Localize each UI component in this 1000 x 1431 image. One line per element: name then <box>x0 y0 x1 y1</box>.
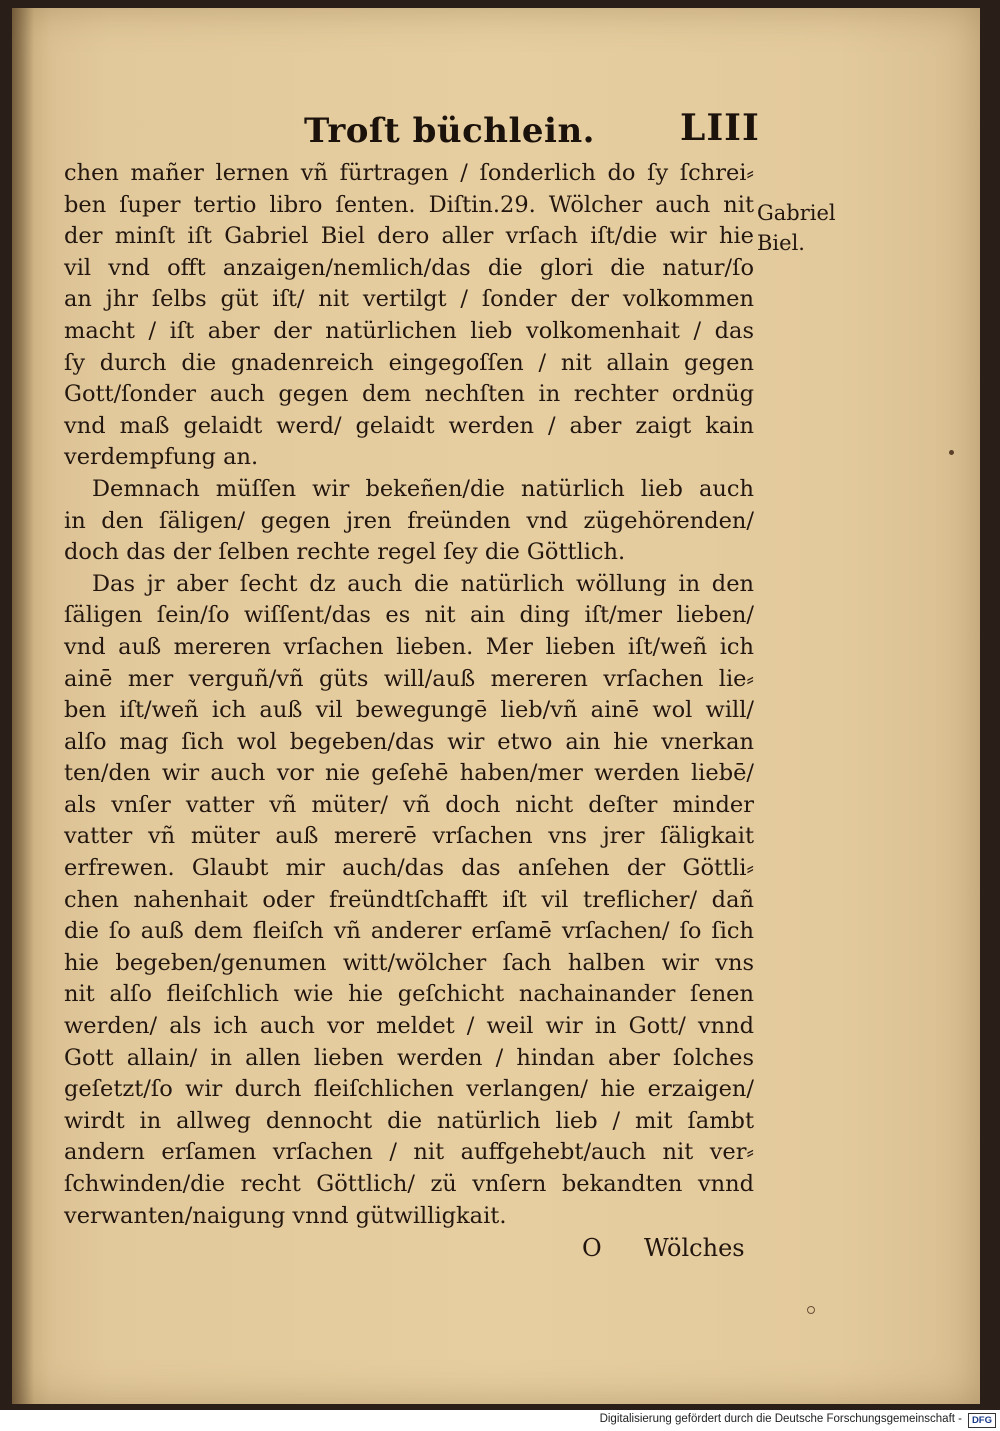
margin-note-line: Biel. <box>757 231 805 255</box>
text-line: Das jr aber ſecht dz auch die natürlich wöllung in den <box>92 570 754 597</box>
signature-mark: O <box>582 1234 602 1262</box>
text-line: alſo mag ſich wol begeben/das wir etwo ain hie vnerkan <box>64 728 754 755</box>
text-line: ben ſuper tertio libro ſenten. Diſtin.29. Wölcher auch nit <box>64 191 754 218</box>
text-line: wirdt in allweg dennocht die natürlich lieb / mit ſambt <box>64 1107 754 1134</box>
text-line: vatter vñ müter auß mererē vrſachen vns jrer ſäligkait <box>64 823 754 850</box>
text-line: werden/ als ich auch vor meldet / weil wir in Gott/ vnnd <box>64 1013 754 1040</box>
dfg-logo: DFG <box>968 1413 996 1428</box>
footer-credit: Digitalisierung gefördert durch die Deutsche Forschungsgemeinschaft - <box>599 1413 962 1425</box>
paper-speck <box>807 1306 815 1314</box>
catchword-line <box>572 1230 772 1270</box>
text-line: Demnach müſſen wir bekeñen/die natürlich lieb auch <box>92 475 754 502</box>
running-title: Troſt büchlein. <box>304 111 596 151</box>
text-line: Gott allain/ in allen lieben werden / hindan aber ſolches <box>64 1044 754 1071</box>
text-line: erfrewen. Glaubt mir auch/das das anſehen der Göttli⸗ <box>64 855 754 882</box>
margin-note-line: Gabriel <box>757 201 836 225</box>
text-line: ainē mer verguñ/vñ güts will/auß mereren vrſachen lie⸗ <box>64 665 754 692</box>
text-line: als vnſer vatter vñ müter/ vñ doch nicht deſter minder <box>64 791 754 818</box>
text-line: doch das der ſelben rechte regel ſey die Göttlich. <box>64 539 626 566</box>
text-line: an jhr ſelbs güt iſt/ nit vertilgt / ſonder der volkommen <box>64 286 754 313</box>
body-text <box>64 158 754 1232</box>
text-line: ben iſt/weñ ich auß vil bewegungē lieb/vñ ainē wol will/ <box>64 697 754 724</box>
text-line: vnd maß gelaidt werd/ gelaidt werden / aber zaigt kain <box>64 412 754 439</box>
spine-shadow <box>12 8 34 1404</box>
footer-strip <box>0 1410 1000 1431</box>
text-line: macht / iſt aber der natürlichen lieb volkomenhait / das <box>64 317 754 344</box>
text-line: ten/den wir auch vor nie geſehē haben/mer werden liebē/ <box>64 760 754 787</box>
paper-speck <box>949 450 954 455</box>
text-line: vnd auß mereren vrſachen lieben. Mer lieben iſt/weñ ich <box>64 633 754 660</box>
text-line: vil vnd offt anzaigen/nemlich/das die glori die natur/ſo <box>64 254 754 281</box>
book-page <box>12 8 980 1404</box>
text-line: ſchwinden/die recht Göttlich/ zü vnſern bekandten vnnd <box>64 1171 754 1197</box>
margin-note <box>757 198 867 258</box>
catchword: Wölches <box>644 1234 745 1262</box>
text-line: in den ſäligen/ gegen jren freünden vnd zügehörenden/ <box>64 507 754 534</box>
text-line: verwanten/naigung vnnd gütwilligkait. <box>64 1202 507 1229</box>
text-line: chen mañer lernen vñ fürtragen / ſonderlich do ſy ſchrei⸗ <box>64 160 754 186</box>
text-line: die ſo auß dem fleiſch vñ anderer erſamē vrſachen/ ſo ſich <box>64 918 754 945</box>
text-line: Gott/ſonder auch gegen dem nechſten in rechter ordnüg <box>64 381 754 408</box>
text-line: chen nahenhait oder freündtſchafft iſt vil treflicher/ dañ <box>64 886 754 913</box>
text-line: geſetzt/ſo wir durch fleiſchlichen verlangen/ hie erzaigen/ <box>64 1076 754 1103</box>
text-line: hie begeben/genumen witt/wölcher ſach halben wir vns <box>64 949 754 976</box>
text-line: ſy durch die gnadenreich eingegoſſen / nit allain gegen <box>64 349 754 376</box>
text-line: verdempfung an. <box>64 444 259 471</box>
text-line: der minſt iſt Gabriel Biel dero aller vrſach iſt/die wir hie <box>64 223 754 250</box>
running-head <box>12 103 980 163</box>
text-line: andern erſamen vrſachen / nit auffgehebt/auch nit ver⸗ <box>64 1139 754 1166</box>
text-line: ſäligen ſein/ſo wiſſent/das es nit ain ding iſt/mer lieben/ <box>64 602 754 629</box>
text-line: nit alſo fleiſchlich wie hie geſchicht nachainander ſenen <box>64 981 754 1008</box>
folio-number: LIII <box>680 107 760 149</box>
